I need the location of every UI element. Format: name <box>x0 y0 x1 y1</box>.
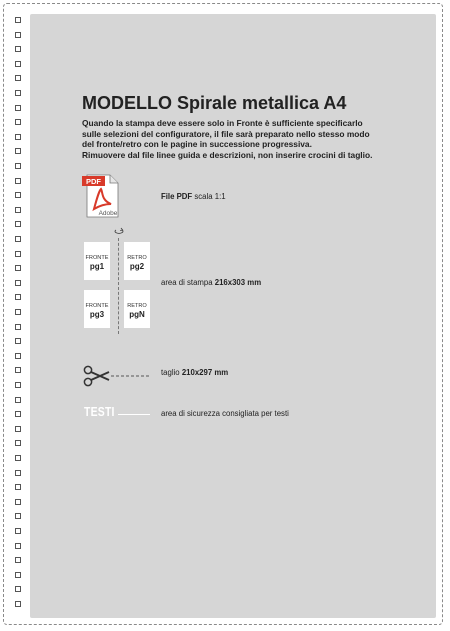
print-area-size: 216x303 mm <box>214 278 262 287</box>
binding-hole <box>15 440 21 446</box>
page-title: MODELLO Spirale metallica A4 <box>82 93 347 113</box>
safe-area-word: TESTI <box>84 404 115 419</box>
binding-hole <box>15 148 21 154</box>
binding-hole <box>15 105 21 111</box>
binding-hole <box>15 543 21 549</box>
binding-hole <box>15 46 21 52</box>
scissors-icon <box>83 364 149 388</box>
binding-hole <box>15 338 21 344</box>
safe-area-line <box>118 414 150 415</box>
sheet-side: RETRO <box>127 255 147 261</box>
rotate-icon <box>113 226 125 238</box>
binding-hole <box>15 90 21 96</box>
file-format-label <box>161 192 226 201</box>
binding-hole <box>15 265 21 271</box>
adobe-brand-label: Adobe <box>98 210 118 217</box>
cut-text: taglio <box>161 368 180 377</box>
intro-line: del fronte/retro con le pagine in successione progressiva. <box>82 139 312 150</box>
binding-hole <box>15 221 21 227</box>
binding-hole <box>15 178 21 184</box>
pdf-file-icon <box>81 174 119 218</box>
binding-hole <box>15 75 21 81</box>
binding-hole <box>15 353 21 359</box>
binding-hole <box>15 119 21 125</box>
page-sheet <box>124 290 150 328</box>
sheet-side: FRONTE <box>85 255 109 261</box>
binding-hole <box>15 557 21 563</box>
binding-hole <box>15 163 21 169</box>
cut-size: 210x297 mm <box>181 368 229 377</box>
binding-hole <box>15 586 21 592</box>
binding-hole <box>15 528 21 534</box>
binding-hole <box>15 513 21 519</box>
binding-hole <box>15 411 21 417</box>
binding-hole <box>15 455 21 461</box>
binding-hole <box>15 499 21 505</box>
cut-label <box>161 368 228 377</box>
page-sheet <box>124 242 150 280</box>
binding-hole <box>15 251 21 257</box>
sheet-page: pg2 <box>129 262 145 271</box>
binding-spine-line <box>118 238 119 334</box>
intro-line: Quando la stampa deve essere solo in Fronte è sufficiente specificarlo <box>82 118 363 128</box>
sheet-page: pg3 <box>89 310 105 319</box>
sheet-side: FRONTE <box>85 303 109 309</box>
safe-area-label: area di sicurezza consigliata per testi <box>161 409 289 418</box>
intro-line: sulle selezioni del configuratore, il file sarà preparato nello stesso modo <box>82 128 370 139</box>
page-sheet <box>84 242 110 280</box>
sheet-page: pgN <box>129 310 145 319</box>
binding-hole <box>15 382 21 388</box>
binding-hole <box>15 32 21 38</box>
binding-hole <box>15 309 21 315</box>
binding-hole <box>15 236 21 242</box>
binding-hole <box>15 61 21 67</box>
binding-hole <box>15 134 21 140</box>
pdf-icon-label: PDF <box>86 177 101 186</box>
binding-hole <box>15 207 21 213</box>
sheet-page: pg1 <box>89 262 105 271</box>
binding-hole <box>15 367 21 373</box>
binding-hole <box>15 324 21 330</box>
file-format-name: File PDF <box>161 192 193 201</box>
binding-hole <box>15 397 21 403</box>
binding-hole <box>15 294 21 300</box>
file-format-scale: scala 1:1 <box>194 192 226 201</box>
page-sheet <box>84 290 110 328</box>
print-area-label <box>161 278 261 287</box>
binding-hole <box>15 484 21 490</box>
sheet-side: RETRO <box>127 303 147 309</box>
intro-line: Rimuovere dal file linee guida e descrizioni, non inserire crocini di taglio. <box>82 149 373 160</box>
binding-hole <box>15 17 21 23</box>
binding-hole <box>15 192 21 198</box>
binding-hole <box>15 601 21 607</box>
binding-hole <box>15 280 21 286</box>
intro-text <box>82 118 402 160</box>
binding-hole <box>15 426 21 432</box>
binding-hole <box>15 572 21 578</box>
print-area-text: area di stampa <box>161 278 213 287</box>
binding-hole <box>15 470 21 476</box>
